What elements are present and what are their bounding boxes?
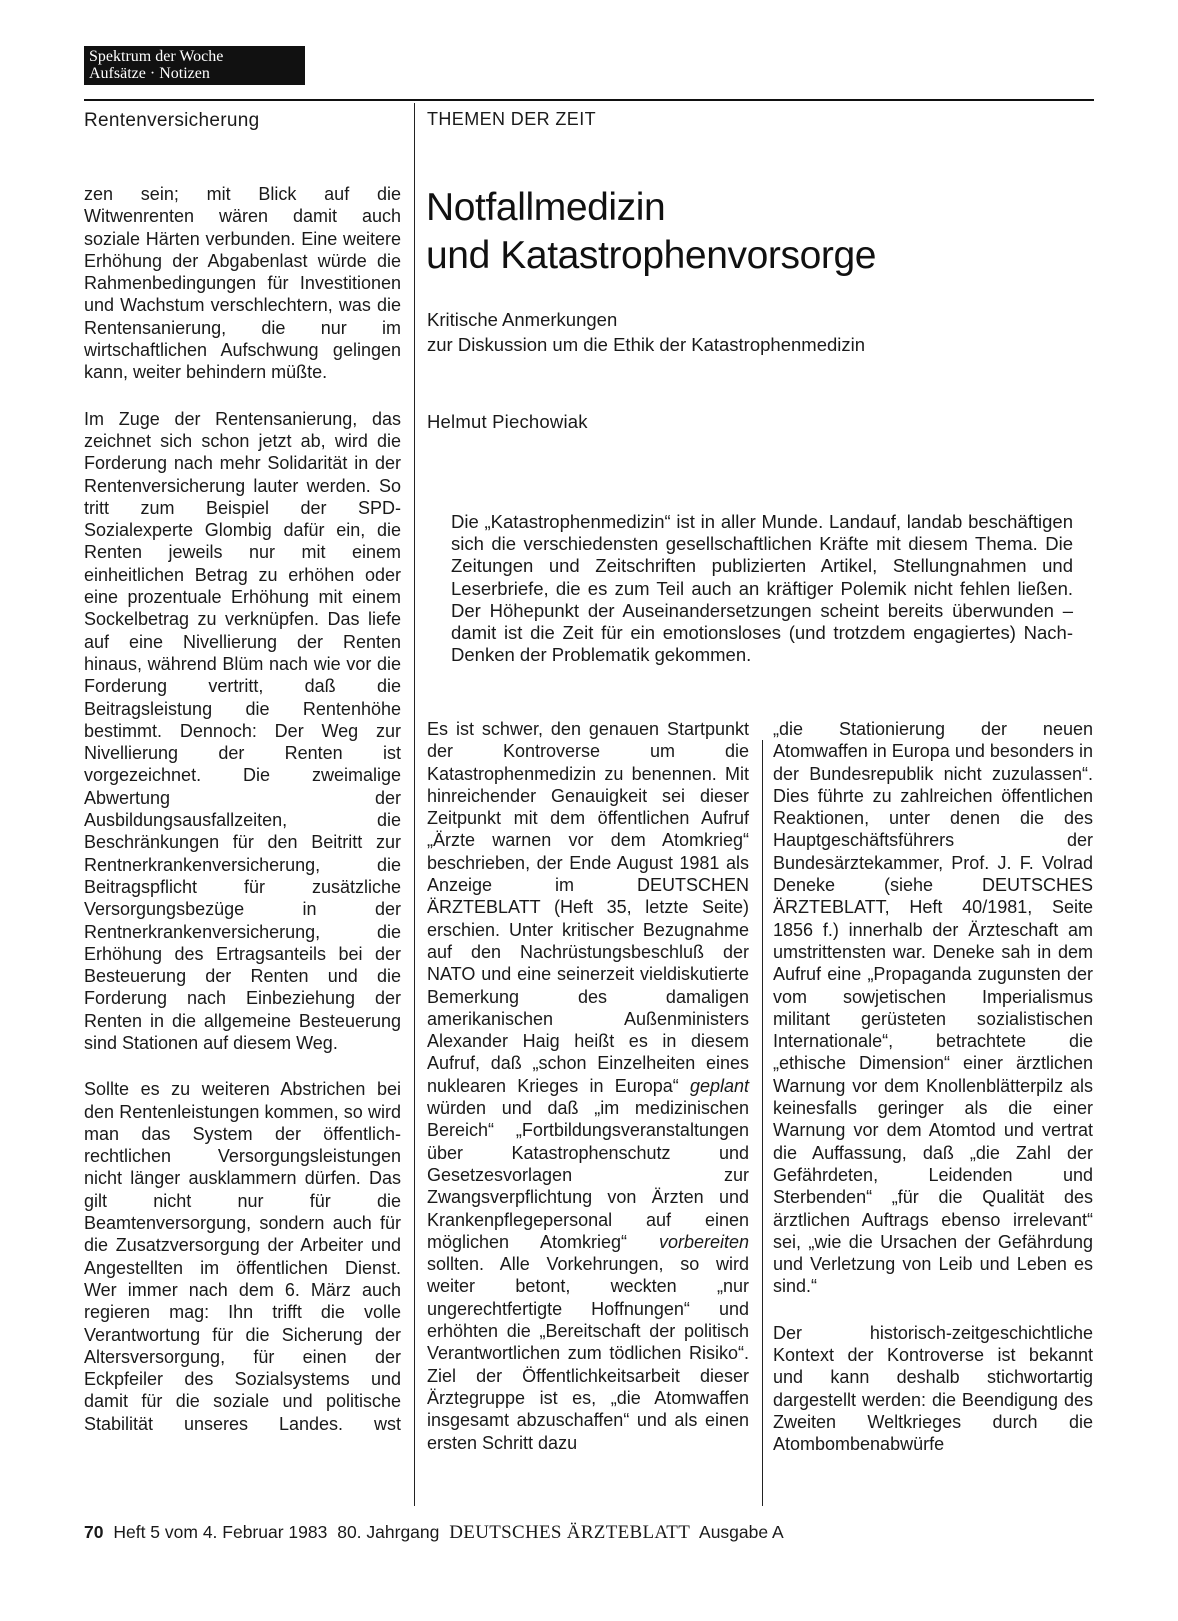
journal-name: DEUTSCHES ÄRZTEBLATT	[449, 1522, 691, 1543]
middle-text-1: Es ist schwer, den genauen Startpunkt der Kontroverse um die Katastrophenmedizin zu benennen. Mit hinreichender Genauigkeit sei dieser Zeitpunkt mit dem öffentlichen Aufruf „Ärzte warnen vor dem Atomkrieg“ beschrieben, der Ende August 1981 als Anzeige im DEUTSCHEN ÄRZTEBLATT (Heft 35, letzte Seite) erschien. Unter kritischer Bezugnahme auf den Nachrüstungsbeschluß der NATO und eine seinerzeit vieldiskutierte Bemerkung des damaligen amerikanischen Außenministers Alexander Haig heißt es in diesem Aufruf, daß „schon Einzelheiten eines nuklearen Krieges in Europa“	[427, 719, 749, 1096]
author-signature: wst	[373, 1413, 401, 1434]
article-subtitle	[427, 307, 1067, 357]
subtitle-line2: zur Diskussion um die Ethik der Katastrophenmedizin	[427, 334, 866, 355]
right-column	[773, 718, 1093, 1456]
middle-paragraph-1	[427, 718, 749, 1454]
section-label-line2: Aufsätze · Notizen	[89, 65, 210, 82]
emphasis-geplant: geplant	[689, 1075, 749, 1096]
left-paragraph-2: Im Zuge der Rentensanierung, das zeichnet sich schon jetzt ab, wird die Forderung nach mehr Solidarität in der Rentenversicherung lauter werden. So tritt zum Beispiel der SPD-Sozialexperte Glombig dafür ein, die Renten jeweils nur mit einem einheitlichen Betrag zu erhöhen oder eine prozentuale Erhöhung mit einem Sockelbetrag zu verknüpfen. Das liefe auf eine Nivellierung der Renten hinaus, während Blüm nach wie vor die Forderung vertritt, daß die Beitragsleistung die Rentenhöhe bestimmt. Dennoch: Der Weg zur Nivellierung der Renten ist vorgezeichnet. Die zweimalige Abwertung der Ausbildungsausfallzeiten, die Beschränkungen für den Beitritt zur Rentnerkrankenversicherung, die Beitragspflicht für zusätzliche Versorgungsbezüge in der Rentnerkrankenversicherung, die Erhöhung des Ertragsanteils bei der Besteuerung der Renten und die Forderung nach Einbeziehung der Renten in die allgemeine Besteuerung sind Stationen auf diesem Weg.	[84, 408, 401, 1053]
middle-column	[427, 718, 749, 1454]
title-line2: und Katastrophenvorsorge	[426, 234, 877, 277]
left-paragraph-1: zen sein; mit Blick auf die Witwenrenten wären damit auch soziale Härten verbunden. Eine weitere Erhöhung der Abgabenlast würde die Rahmenbedingungen für Investitionen und Wachstum verschlechtern, was die Rentensanierung, die nur im wirtschaftlichen Aufschwung gelingen kann, weiter behindern müßte.	[84, 184, 401, 383]
lead-paragraph: Die „Katastrophenmedizin“ ist in aller Munde. Landauf, landab beschäftigen sich die verschiedensten gesellschaftlichen Kräfte mit diesem Thema. Die Zeitungen und Zeitschriften publizierten Artikel, Stellungnahmen und Leserbriefe, die es zum Teil auch an kräftiger Polemik nicht fehlen ließen. Der Höhepunkt der Auseinandersetzungen scheint bereits überwunden – damit ist die Zeit für ein emotionsloses (und trotzdem engagiertes) Nach-Denken der Problematik gekommen.	[451, 511, 1073, 666]
section-label	[84, 46, 305, 85]
middle-text-3: sollten. Alle Vorkehrungen, so wird weiter betont, weckten „nur ungerechtfertigte Hoffnungen“ und erhöhten die „Bereitschaft der politisch Verantwortlichen zum tödlichen Risiko“. Ziel der Öffentlichkeitsarbeit dieser Ärztegruppe ist es, „die Atomwaffen insgesamt abzuschaffen“ und als einen ersten Schritt dazu	[427, 1254, 749, 1453]
top-rule	[84, 99, 1094, 101]
right-rubric: THEMEN DER ZEIT	[427, 109, 597, 129]
article-title	[426, 184, 1066, 280]
right-paragraph-1: „die Stationierung der neuen Atomwaffen in Europa und besonders in der Bundesrepublik nicht zuzulassen“. Dies führte zu zahlreichen öffentlichen Reaktionen, unter denen die des Hauptgeschäftsführers der Bundesärztekammer, Prof. J. F. Volrad Deneke (siehe DEUTSCHES ÄRZTEBLATT, Heft 40/1981, Seite 1856 f.) innerhalb der Ärzteschaft am umstrittensten war. Deneke sah in dem Aufruf eine „Propaganda zugunsten der vom sowjetischen Imperialismus militant gerüsteten sozialistischen Internationale“, betrachtete die „ethische Dimension“ einer ärztlichen Warnung vor dem Knollenblätterpilz als keinesfalls geringer als die einer Warnung vor dem Atomtod und vertrat die Auffassung, daß „die Zahl der Gefährdeten, Leidenden und Sterbenden“ „für die Qualität des ärztlichen Auftrags ebenso irrelevant“ sei, „wie die Ursachen der Gefährdung und Verletzung von Leib und Leben es sind.“	[773, 719, 1093, 1297]
subtitle-line1: Kritische Anmerkungen	[427, 309, 618, 330]
column-divider-left	[414, 103, 415, 1506]
left-rubric: Rentenversicherung	[84, 110, 260, 131]
volume-info: 80. Jahrgang	[337, 1522, 440, 1542]
left-column	[84, 183, 401, 1435]
title-line1: Notfallmedizin	[426, 186, 666, 229]
middle-text-2: würden und daß „im medizinischen Bereich“ „Fortbildungsveranstaltungen über Katastrophenschutz und Gesetzesvorlagen zur Zwangsverpflichtung von Ärzten und Krankenpflegepersonal auf einen möglichen Atomkrieg“	[427, 1098, 749, 1252]
left-paragraph-3	[84, 1078, 401, 1435]
author: Helmut Piechowiak	[427, 411, 588, 432]
edition-info: Ausgabe A	[699, 1522, 784, 1542]
page-number: 70	[84, 1522, 104, 1542]
left-paragraph-3-text: Sollte es zu weiteren Abstrichen bei den Rentenleistungen kommen, so wird man das System der öffentlich-rechtlichen Versorgungsleistungen nicht länger ausklammern dürfen. Das gilt nicht nur für die Beamtenversorgung, sondern auch für die Zusatzversorgung der Arbeiter und Angestellten im öffentlichen Dienst. Wer immer nach dem 6. März auch regieren mag: Ihn trifft die volle Verantwortung für die Sicherung der Altersversorgung, für einen der Eckpfeiler des Sozialsystems und damit für die soziale und politische Stabilität unseres Landes.	[84, 1079, 401, 1434]
right-paragraph-2: Der historisch-zeitgeschichtliche Kontext der Kontroverse ist bekannt und kann deshalb stichwortartig dargestellt werden: die Beendigung des Zweiten Weltkrieges durch die Atombombenabwürfe	[773, 1322, 1093, 1455]
page-footer	[84, 1522, 789, 1544]
section-label-line1: Spektrum der Woche	[89, 48, 224, 65]
column-divider-right	[762, 740, 763, 1506]
emphasis-vorbereiten: vorbereiten	[658, 1231, 749, 1252]
issue-info: Heft 5 vom 4. Februar 1983	[113, 1522, 328, 1542]
